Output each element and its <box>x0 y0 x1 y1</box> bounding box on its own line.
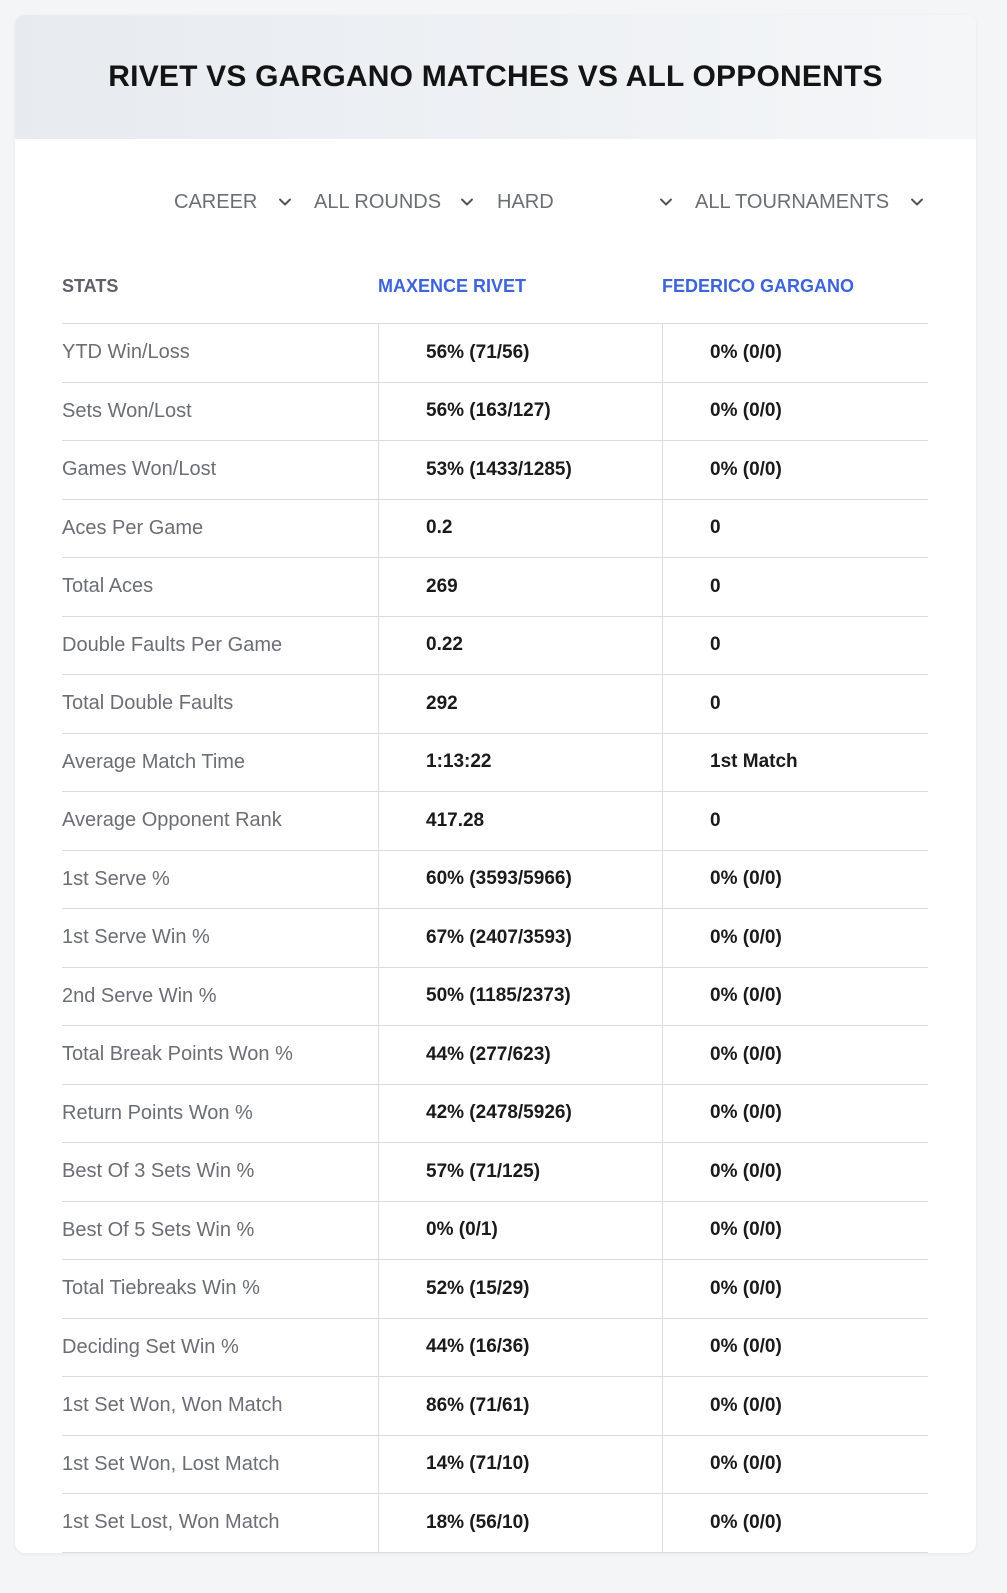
player2-value: 0 <box>662 675 928 733</box>
player1-value: 44% (277/623) <box>378 1026 662 1084</box>
player2-value: 1st Match <box>662 734 928 792</box>
stat-label: Total Double Faults <box>62 692 234 715</box>
table-row <box>62 558 928 617</box>
player2-value: 0% (0/0) <box>662 324 928 382</box>
player1-value: 292 <box>378 675 662 733</box>
player2-value: 0% (0/0) <box>662 968 928 1026</box>
stat-label: Double Faults Per Game <box>62 633 283 656</box>
player1-value: 56% (71/56) <box>378 324 662 382</box>
filter-bar <box>15 185 976 219</box>
filter-period-select[interactable] <box>174 185 292 219</box>
player2-value: 0 <box>662 558 928 616</box>
player2-value: 0% (0/0) <box>662 1026 928 1084</box>
stat-label: Average Match Time <box>62 750 246 773</box>
player1-value: 0.22 <box>378 617 662 675</box>
stat-label: Sets Won/Lost <box>62 399 192 422</box>
table-row <box>62 1026 928 1085</box>
stat-label: Total Tiebreaks Win % <box>62 1277 260 1300</box>
player1-value: 417.28 <box>378 792 662 850</box>
player1-value: 42% (2478/5926) <box>378 1085 662 1143</box>
player2-value: 0% (0/0) <box>662 1202 928 1260</box>
table-row <box>62 1260 928 1319</box>
table-row <box>62 617 928 676</box>
stat-label: 2nd Serve Win % <box>62 984 217 1007</box>
card-header <box>15 15 976 139</box>
table-row <box>62 851 928 910</box>
player2-value: 0% (0/0) <box>662 383 928 441</box>
page-title: RIVET VS GARGANO MATCHES VS ALL OPPONENTS <box>108 60 883 93</box>
header-player1[interactable]: MAXENCE RIVET <box>378 275 527 296</box>
player1-value: 57% (71/125) <box>378 1143 662 1201</box>
player1-value: 269 <box>378 558 662 616</box>
player2-value: 0% (0/0) <box>662 909 928 967</box>
stat-label: Average Opponent Rank <box>62 809 282 832</box>
player1-value: 86% (71/61) <box>378 1377 662 1435</box>
player2-value: 0% (0/0) <box>662 1143 928 1201</box>
player2-value: 0 <box>662 792 928 850</box>
table-row <box>62 1085 928 1144</box>
table-body <box>62 324 928 1553</box>
stat-label: Games Won/Lost <box>62 458 217 481</box>
table-row <box>62 1143 928 1202</box>
table-row <box>62 1319 928 1378</box>
header-player2[interactable]: FEDERICO GARGANO <box>662 275 855 296</box>
filter-rounds-label: ALL ROUNDS <box>314 190 442 213</box>
player1-value: 50% (1185/2373) <box>378 968 662 1026</box>
player2-value: 0% (0/0) <box>662 1085 928 1143</box>
player1-value: 52% (15/29) <box>378 1260 662 1318</box>
chevron-down-icon <box>460 195 474 209</box>
stat-label: YTD Win/Loss <box>62 341 190 364</box>
filter-surface-select[interactable] <box>497 185 673 219</box>
stat-label: Best Of 5 Sets Win % <box>62 1218 255 1241</box>
table-row <box>62 792 928 851</box>
table-row <box>62 734 928 793</box>
player2-value: 0 <box>662 617 928 675</box>
filter-surface-label: HARD <box>497 190 554 213</box>
table-row <box>62 1202 928 1261</box>
player1-value: 44% (16/36) <box>378 1319 662 1377</box>
filter-tournaments-label: ALL TOURNAMENTS <box>695 190 890 213</box>
player1-value: 67% (2407/3593) <box>378 909 662 967</box>
stat-label: 1st Serve % <box>62 867 170 890</box>
header-stats: STATS <box>62 275 119 296</box>
table-row <box>62 1436 928 1495</box>
stat-label: 1st Set Lost, Won Match <box>62 1511 280 1534</box>
stat-label: Deciding Set Win % <box>62 1335 239 1358</box>
player1-value: 53% (1433/1285) <box>378 441 662 499</box>
player2-value: 0 <box>662 500 928 558</box>
table-row <box>62 324 928 383</box>
player1-value: 60% (3593/5966) <box>378 851 662 909</box>
player2-value: 0% (0/0) <box>662 1319 928 1377</box>
table-row <box>62 500 928 559</box>
player2-value: 0% (0/0) <box>662 1436 928 1494</box>
chevron-down-icon <box>659 195 673 209</box>
player2-value: 0% (0/0) <box>662 1377 928 1435</box>
player1-value: 14% (71/10) <box>378 1436 662 1494</box>
stat-label: Aces Per Game <box>62 516 204 539</box>
player1-value: 0.2 <box>378 500 662 558</box>
filter-rounds-select[interactable] <box>314 185 474 219</box>
player1-value: 0% (0/1) <box>378 1202 662 1260</box>
player2-value: 0% (0/0) <box>662 1260 928 1318</box>
stat-label: Total Aces <box>62 575 154 598</box>
table-row <box>62 968 928 1027</box>
filter-period-label: CAREER <box>174 190 258 213</box>
stat-label: 1st Set Won, Won Match <box>62 1394 283 1417</box>
stats-table <box>62 249 928 1553</box>
player2-value: 0% (0/0) <box>662 851 928 909</box>
stat-label: 1st Serve Win % <box>62 926 210 949</box>
table-row <box>62 441 928 500</box>
table-row <box>62 1377 928 1436</box>
chevron-down-icon <box>278 195 292 209</box>
player1-value: 18% (56/10) <box>378 1494 662 1552</box>
player1-value: 56% (163/127) <box>378 383 662 441</box>
player2-value: 0% (0/0) <box>662 441 928 499</box>
table-row <box>62 675 928 734</box>
stats-card <box>15 15 976 1553</box>
stat-label: Total Break Points Won % <box>62 1043 293 1066</box>
stat-label: Return Points Won % <box>62 1101 253 1124</box>
table-row <box>62 383 928 442</box>
player1-value: 1:13:22 <box>378 734 662 792</box>
table-header <box>62 249 928 324</box>
table-row <box>62 1494 928 1553</box>
player2-value: 0% (0/0) <box>662 1494 928 1552</box>
stat-label: Best Of 3 Sets Win % <box>62 1160 255 1183</box>
table-row <box>62 909 928 968</box>
filter-tournaments-select[interactable] <box>695 185 924 219</box>
chevron-down-icon <box>910 195 924 209</box>
stat-label: 1st Set Won, Lost Match <box>62 1452 280 1475</box>
